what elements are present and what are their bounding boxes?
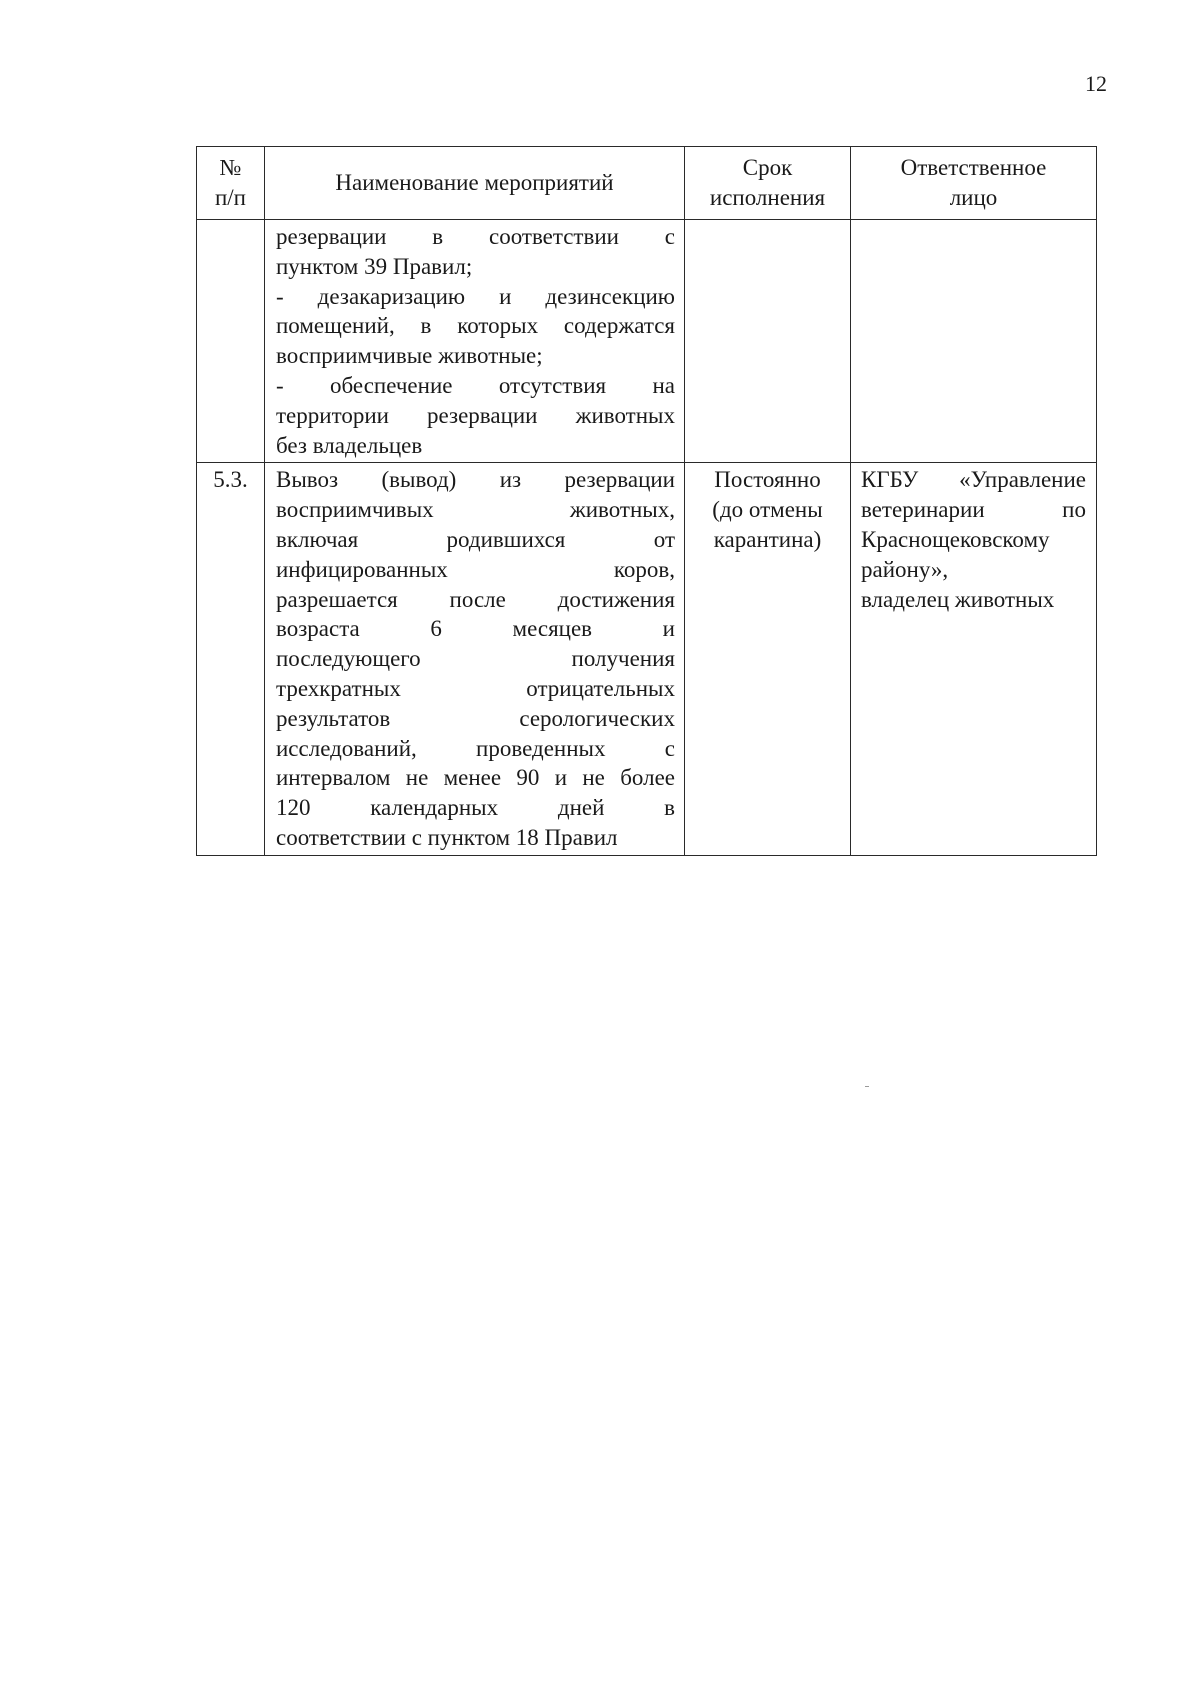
header-responsible-line: лицо: [949, 185, 998, 210]
header-number-line: №: [219, 155, 242, 180]
measure-text-line: включая родившихся от: [276, 526, 675, 552]
scan-speck: [865, 1086, 869, 1087]
measure-text-line: исследований, проведенных с: [276, 735, 675, 761]
measure-text-line: восприимчивые животные;: [276, 343, 543, 369]
table-body: [197, 220, 1097, 856]
table-row: [197, 463, 1097, 855]
measure-text-line: 120 календарных дней в: [276, 795, 675, 821]
measure-text-line: без владельцев: [276, 432, 423, 458]
measure-text-line: последующего получения: [276, 646, 675, 672]
cell-measure-name: [265, 463, 685, 855]
header-measure-name-line: Наименование мероприятий: [335, 170, 614, 195]
responsible-text-line: владелец животных: [861, 586, 1055, 612]
header-measure-name: [265, 147, 685, 220]
cell-responsible: [851, 220, 1097, 463]
responsible-text-line: Краснощековскому: [861, 526, 1050, 552]
deadline-text-line: карантина): [713, 526, 822, 552]
responsible-text-line: КГБУ «Управление: [861, 467, 1086, 493]
header-responsible-line: Ответственное: [900, 155, 1047, 180]
cell-deadline: [685, 220, 851, 463]
measures-table: [196, 146, 1097, 856]
cell-number: [197, 220, 265, 463]
measure-text-line: возраста 6 месяцев и: [276, 616, 675, 642]
responsible-text-line: ветеринарии по: [861, 497, 1086, 523]
measure-text-line: резервации в соответствии с: [276, 224, 675, 249]
measure-text-line: помещений, в которых содержатся: [276, 313, 675, 339]
measure-text-line: инфицированных коров,: [276, 556, 675, 582]
table-header-row: [197, 147, 1097, 220]
measure-text-line: разрешается после достижения: [276, 586, 675, 612]
header-deadline: [685, 147, 851, 220]
header-number: [197, 147, 265, 220]
responsible-text-line: району»,: [861, 556, 949, 582]
header-responsible: [851, 147, 1097, 220]
measure-text-line: - дезакаризацию и дезинсекцию: [276, 283, 675, 309]
header-deadline-line: исполнения: [709, 185, 826, 210]
cell-deadline: [685, 463, 851, 855]
deadline-text-line: Постоянно: [714, 467, 821, 493]
measure-text-line: территории резервации животных: [276, 402, 675, 428]
cell-measure-name: [265, 220, 685, 463]
measure-text-line: интервалом не менее 90 и не более: [276, 765, 675, 791]
cell-responsible: [851, 463, 1097, 855]
measure-text-line: соответствии с пунктом 18 Правил: [276, 824, 618, 850]
deadline-text-line: (до отмены: [712, 497, 823, 523]
measure-text-line: Вывоз (вывод) из резервации: [276, 467, 675, 493]
measure-text-line: пунктом 39 Правил;: [276, 253, 473, 279]
measure-text-line: - обеспечение отсутствия на: [276, 372, 675, 398]
cell-number: 5.3.: [197, 463, 265, 855]
header-deadline-line: Срок: [742, 155, 793, 180]
measure-text-line: трехкратных отрицательных: [276, 675, 675, 701]
header-number-line: п/п: [214, 185, 246, 210]
measure-text-line: восприимчивых животных,: [276, 497, 675, 523]
page-number: 12: [1085, 71, 1107, 96]
table-row: [197, 220, 1097, 463]
measure-text-line: результатов серологических: [276, 705, 675, 731]
